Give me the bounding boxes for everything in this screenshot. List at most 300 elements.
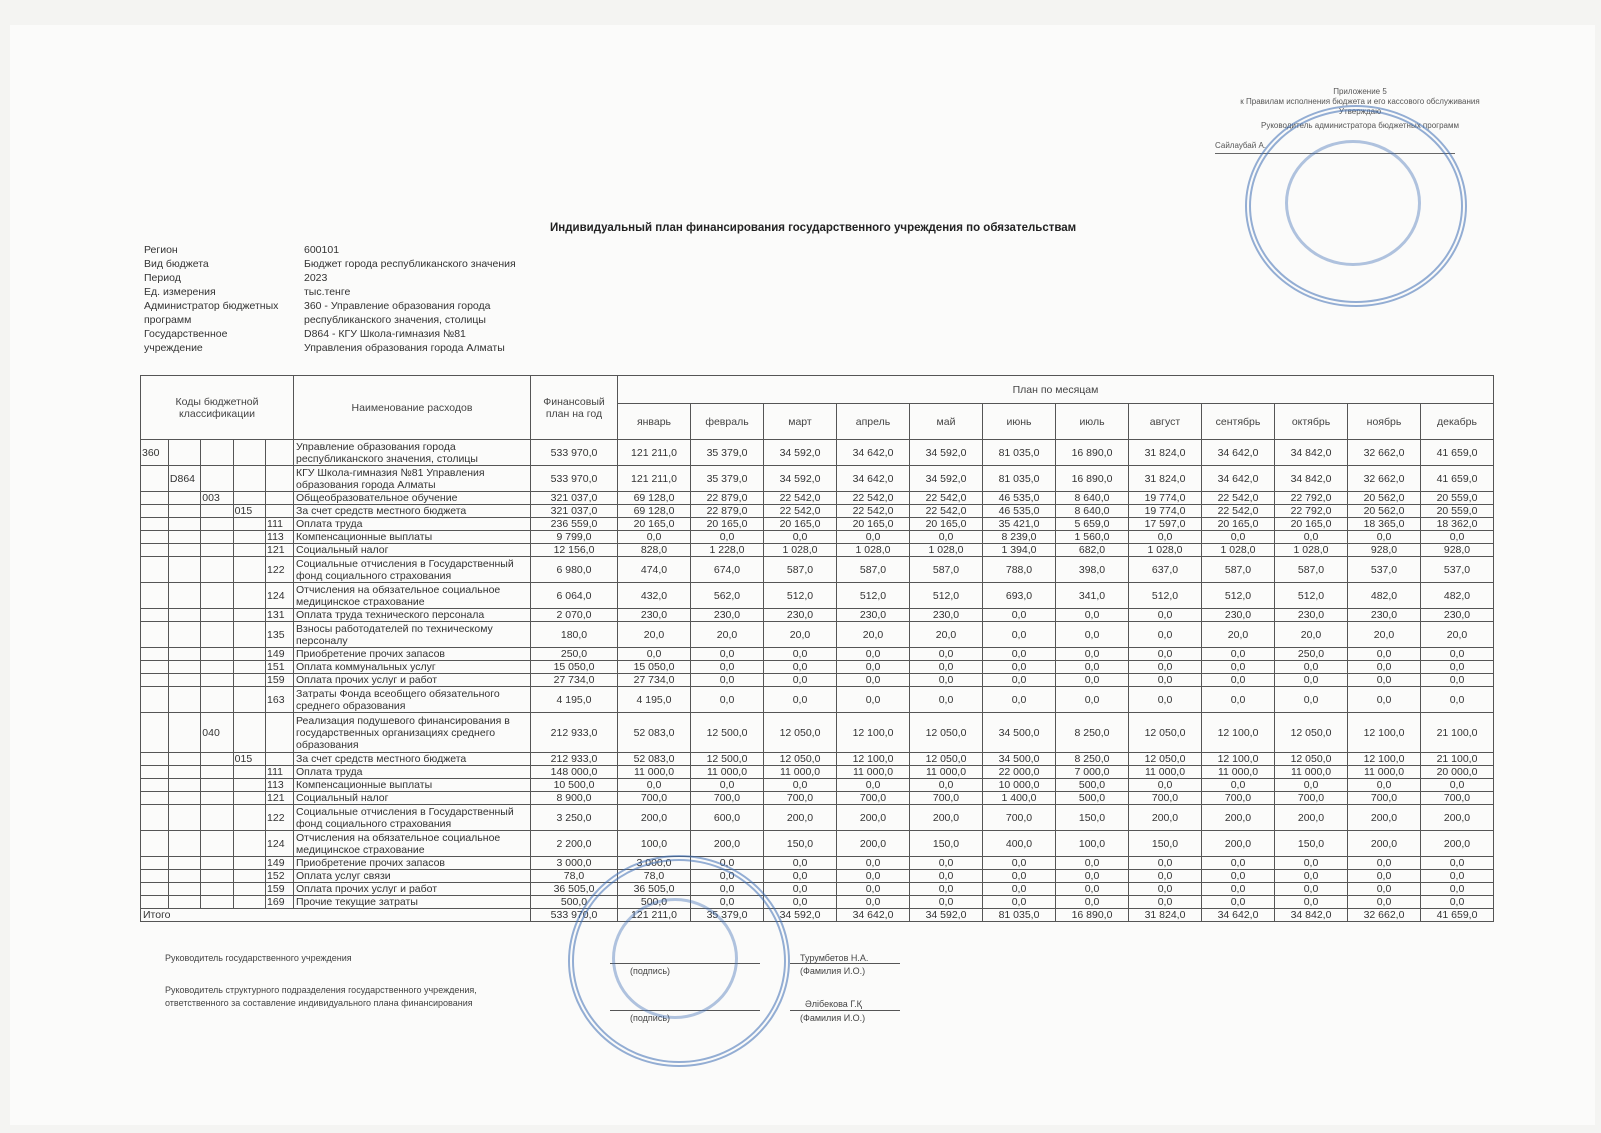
head-signature-caption: (подпись) xyxy=(630,966,671,976)
budget-code-cell xyxy=(168,779,200,792)
appendix-number: Приложение 5 xyxy=(1333,87,1387,96)
month-value: 674,0 xyxy=(691,557,764,583)
annual-plan-value: 250,0 xyxy=(531,648,618,661)
header-by-month: План по месяцам xyxy=(618,376,1494,404)
month-value: 1 028,0 xyxy=(1202,544,1275,557)
header-codes: Коды бюджетной классификации xyxy=(141,376,294,440)
month-value: 398,0 xyxy=(1056,557,1129,583)
month-value: 474,0 xyxy=(618,557,691,583)
month-value: 200,0 xyxy=(618,805,691,831)
month-value: 230,0 xyxy=(764,609,837,622)
month-value: 0,0 xyxy=(837,870,910,883)
budget-code-cell: 149 xyxy=(266,648,294,661)
month-value: 512,0 xyxy=(1275,583,1348,609)
month-value: 700,0 xyxy=(837,792,910,805)
budget-code-cell xyxy=(201,674,233,687)
month-value: 928,0 xyxy=(1421,544,1494,557)
metadata-value: тыс.тенге xyxy=(304,286,351,298)
expense-name: Отчисления на обязательное социальное медицинское страхование xyxy=(294,831,531,857)
annual-plan-value: 2 200,0 xyxy=(531,831,618,857)
budget-code-cell xyxy=(233,896,265,909)
month-value: 0,0 xyxy=(1129,661,1202,674)
metadata-row xyxy=(144,243,544,257)
month-value: 1 028,0 xyxy=(837,544,910,557)
month-value: 0,0 xyxy=(1275,896,1348,909)
month-value: 0,0 xyxy=(1202,531,1275,544)
month-value: 34 592,0 xyxy=(910,440,983,466)
month-value: 20,0 xyxy=(691,622,764,648)
month-value: 20,0 xyxy=(1275,622,1348,648)
total-month-value: 34 642,0 xyxy=(837,909,910,922)
month-value: 32 662,0 xyxy=(1348,466,1421,492)
month-value: 512,0 xyxy=(764,583,837,609)
month-value: 21 100,0 xyxy=(1421,713,1494,753)
metadata-row xyxy=(144,299,544,313)
month-value: 200,0 xyxy=(1129,805,1202,831)
metadata-row xyxy=(144,327,544,341)
budget-code-cell xyxy=(201,883,233,896)
budget-code-cell xyxy=(201,648,233,661)
month-value: 78,0 xyxy=(618,870,691,883)
budget-code-cell: 113 xyxy=(266,779,294,792)
annual-plan-value: 12 156,0 xyxy=(531,544,618,557)
month-value: 8 250,0 xyxy=(1056,713,1129,753)
budget-code-cell xyxy=(266,466,294,492)
table-row xyxy=(141,687,1494,713)
month-value: 0,0 xyxy=(1129,609,1202,622)
month-value: 20 165,0 xyxy=(1275,518,1348,531)
total-month-value: 16 890,0 xyxy=(1056,909,1129,922)
budget-code-cell xyxy=(141,609,169,622)
month-value: 0,0 xyxy=(1129,779,1202,792)
metadata-value: 600101 xyxy=(304,244,340,256)
expense-name: Оплата услуг связи xyxy=(294,870,531,883)
annual-plan-value: 148 000,0 xyxy=(531,766,618,779)
annual-plan-value: 212 933,0 xyxy=(531,753,618,766)
metadata-value: 2023 xyxy=(304,272,328,284)
month-value: 22 000,0 xyxy=(983,766,1056,779)
budget-code-cell xyxy=(141,766,169,779)
budget-code-cell: 113 xyxy=(266,531,294,544)
budget-code-cell xyxy=(168,766,200,779)
month-value: 0,0 xyxy=(1348,883,1421,896)
month-value: 0,0 xyxy=(1348,661,1421,674)
month-value: 0,0 xyxy=(910,857,983,870)
budget-code-cell xyxy=(201,805,233,831)
month-value: 200,0 xyxy=(837,805,910,831)
budget-code-cell: 111 xyxy=(266,766,294,779)
month-value: 22 542,0 xyxy=(764,492,837,505)
month-value: 482,0 xyxy=(1348,583,1421,609)
budget-code-cell xyxy=(201,870,233,883)
table-row xyxy=(141,557,1494,583)
month-value: 0,0 xyxy=(910,661,983,674)
month-value: 432,0 xyxy=(618,583,691,609)
metadata-key: Администратор бюджетных xyxy=(144,300,279,312)
budget-code-cell xyxy=(168,648,200,661)
month-value: 700,0 xyxy=(618,792,691,805)
metadata-key: Регион xyxy=(144,244,178,256)
budget-code-cell xyxy=(201,792,233,805)
month-value: 0,0 xyxy=(910,870,983,883)
header-month: октябрь xyxy=(1275,404,1348,440)
month-value: 0,0 xyxy=(1129,896,1202,909)
month-value: 0,0 xyxy=(837,661,910,674)
budget-code-cell xyxy=(168,857,200,870)
month-value: 34 642,0 xyxy=(1202,440,1275,466)
month-value: 12 100,0 xyxy=(1348,753,1421,766)
table-row xyxy=(141,531,1494,544)
month-value: 0,0 xyxy=(1056,857,1129,870)
month-value: 0,0 xyxy=(1056,661,1129,674)
metadata-row xyxy=(144,313,544,327)
budget-code-cell xyxy=(168,544,200,557)
budget-code-cell xyxy=(201,557,233,583)
month-value: 1 028,0 xyxy=(1129,544,1202,557)
metadata-value: Бюджет города республиканского значения xyxy=(304,258,516,270)
budget-code-cell xyxy=(168,713,200,753)
month-value: 19 774,0 xyxy=(1129,505,1202,518)
month-value: 200,0 xyxy=(1202,805,1275,831)
budget-code-cell xyxy=(141,687,169,713)
month-value: 0,0 xyxy=(691,779,764,792)
month-value: 12 100,0 xyxy=(1202,753,1275,766)
month-value: 0,0 xyxy=(1421,857,1494,870)
table-row xyxy=(141,896,1494,909)
budget-code-cell xyxy=(168,831,200,857)
month-value: 0,0 xyxy=(983,648,1056,661)
annual-plan-value: 6 980,0 xyxy=(531,557,618,583)
budget-code-cell xyxy=(233,779,265,792)
month-value: 34 592,0 xyxy=(764,466,837,492)
month-value: 587,0 xyxy=(764,557,837,583)
budget-code-cell: 040 xyxy=(201,713,233,753)
month-value: 20 165,0 xyxy=(764,518,837,531)
month-value: 0,0 xyxy=(1202,870,1275,883)
month-value: 22 542,0 xyxy=(910,505,983,518)
month-value: 0,0 xyxy=(691,883,764,896)
month-value: 0,0 xyxy=(837,896,910,909)
table-row xyxy=(141,440,1494,466)
month-value: 8 640,0 xyxy=(1056,505,1129,518)
month-value: 0,0 xyxy=(764,870,837,883)
month-value: 1 228,0 xyxy=(691,544,764,557)
budget-code-cell xyxy=(168,531,200,544)
budget-code-cell xyxy=(168,492,200,505)
budget-code-cell xyxy=(141,544,169,557)
month-value: 18 365,0 xyxy=(1348,518,1421,531)
budget-code-cell xyxy=(168,753,200,766)
month-value: 537,0 xyxy=(1421,557,1494,583)
month-value: 0,0 xyxy=(1348,687,1421,713)
budget-code-cell xyxy=(141,753,169,766)
month-value: 200,0 xyxy=(1202,831,1275,857)
month-value: 200,0 xyxy=(691,831,764,857)
month-value: 0,0 xyxy=(983,661,1056,674)
budget-code-cell xyxy=(233,661,265,674)
month-value: 230,0 xyxy=(691,609,764,622)
month-value: 0,0 xyxy=(1129,674,1202,687)
month-value: 121 211,0 xyxy=(618,466,691,492)
annual-plan-value: 27 734,0 xyxy=(531,674,618,687)
month-value: 230,0 xyxy=(1275,609,1348,622)
budget-code-cell xyxy=(201,661,233,674)
month-value: 700,0 xyxy=(983,805,1056,831)
month-value: 0,0 xyxy=(983,622,1056,648)
month-value: 700,0 xyxy=(1202,792,1275,805)
month-value: 34 642,0 xyxy=(837,440,910,466)
month-value: 20,0 xyxy=(910,622,983,648)
month-value: 150,0 xyxy=(1275,831,1348,857)
annual-plan-value: 2 070,0 xyxy=(531,609,618,622)
header-month: июль xyxy=(1056,404,1129,440)
month-value: 700,0 xyxy=(1348,792,1421,805)
month-value: 4 195,0 xyxy=(618,687,691,713)
month-value: 0,0 xyxy=(837,531,910,544)
budget-code-cell: D864 xyxy=(168,466,200,492)
budget-code-cell: 159 xyxy=(266,883,294,896)
expense-name: Социальный налог xyxy=(294,544,531,557)
budget-code-cell xyxy=(201,896,233,909)
month-value: 0,0 xyxy=(1202,857,1275,870)
budget-code-cell xyxy=(141,505,169,518)
budget-code-cell xyxy=(168,792,200,805)
month-value: 12 100,0 xyxy=(837,753,910,766)
official-stamp-top-inner xyxy=(1285,140,1421,266)
struct-label-line-2: ответственного за составление индивидуального плана финансирования xyxy=(165,998,473,1008)
month-value: 1 028,0 xyxy=(1275,544,1348,557)
month-value: 0,0 xyxy=(618,531,691,544)
month-value: 0,0 xyxy=(1275,857,1348,870)
metadata-key: Период xyxy=(144,272,181,284)
month-value: 0,0 xyxy=(1275,661,1348,674)
month-value: 100,0 xyxy=(1056,831,1129,857)
month-value: 637,0 xyxy=(1129,557,1202,583)
month-value: 200,0 xyxy=(1348,805,1421,831)
month-value: 69 128,0 xyxy=(618,492,691,505)
month-value: 17 597,0 xyxy=(1129,518,1202,531)
budget-code-cell xyxy=(233,583,265,609)
month-value: 512,0 xyxy=(910,583,983,609)
month-value: 31 824,0 xyxy=(1129,466,1202,492)
month-value: 500,0 xyxy=(1056,779,1129,792)
month-value: 0,0 xyxy=(1275,883,1348,896)
budget-code-cell xyxy=(168,440,200,466)
month-value: 5 659,0 xyxy=(1056,518,1129,531)
metadata-row xyxy=(144,271,544,285)
budget-code-cell: 151 xyxy=(266,661,294,674)
head-signature-label: Руководитель государственного учреждения xyxy=(165,953,352,963)
budget-code-cell xyxy=(168,661,200,674)
month-value: 230,0 xyxy=(837,609,910,622)
month-value: 230,0 xyxy=(1421,609,1494,622)
table-row xyxy=(141,779,1494,792)
total-month-value: 34 642,0 xyxy=(1202,909,1275,922)
month-value: 34 592,0 xyxy=(764,440,837,466)
expense-name: Оплата труда xyxy=(294,518,531,531)
annual-plan-value: 321 037,0 xyxy=(531,492,618,505)
total-month-value: 34 842,0 xyxy=(1275,909,1348,922)
budget-code-cell xyxy=(233,713,265,753)
total-annual: 533 970,0 xyxy=(531,909,618,922)
budget-code-cell xyxy=(201,831,233,857)
header-month: апрель xyxy=(837,404,910,440)
month-value: 1 028,0 xyxy=(910,544,983,557)
month-value: 0,0 xyxy=(1348,674,1421,687)
total-label: Итого xyxy=(141,909,531,922)
budget-code-cell xyxy=(141,779,169,792)
month-value: 0,0 xyxy=(764,687,837,713)
month-value: 22 792,0 xyxy=(1275,492,1348,505)
month-value: 11 000,0 xyxy=(1202,766,1275,779)
month-value: 0,0 xyxy=(910,896,983,909)
month-value: 20 165,0 xyxy=(910,518,983,531)
month-value: 0,0 xyxy=(837,779,910,792)
month-value: 0,0 xyxy=(1421,687,1494,713)
month-value: 20 000,0 xyxy=(1421,766,1494,779)
month-value: 0,0 xyxy=(983,896,1056,909)
month-value: 482,0 xyxy=(1421,583,1494,609)
approver-name: Сайлаубай А. xyxy=(1215,139,1455,154)
budget-code-cell: 169 xyxy=(266,896,294,909)
month-value: 512,0 xyxy=(837,583,910,609)
month-value: 0,0 xyxy=(1129,622,1202,648)
month-value: 12 500,0 xyxy=(691,753,764,766)
expense-name: Отчисления на обязательное социальное медицинское страхование xyxy=(294,583,531,609)
month-value: 46 535,0 xyxy=(983,492,1056,505)
month-value: 700,0 xyxy=(764,792,837,805)
header-month: ноябрь xyxy=(1348,404,1421,440)
month-value: 0,0 xyxy=(837,648,910,661)
month-value: 500,0 xyxy=(618,896,691,909)
budget-code-cell: 149 xyxy=(266,857,294,870)
month-value: 12 050,0 xyxy=(1275,753,1348,766)
budget-code-cell xyxy=(168,622,200,648)
expense-name: Затраты Фонда всеобщего обязательного среднего образования xyxy=(294,687,531,713)
budget-code-cell xyxy=(233,531,265,544)
expense-name: За счет средств местного бюджета xyxy=(294,753,531,766)
month-value: 0,0 xyxy=(691,661,764,674)
month-value: 11 000,0 xyxy=(910,766,983,779)
month-value: 0,0 xyxy=(1056,609,1129,622)
month-value: 0,0 xyxy=(1421,870,1494,883)
annual-plan-value: 6 064,0 xyxy=(531,583,618,609)
month-value: 20,0 xyxy=(1202,622,1275,648)
annual-plan-value: 10 500,0 xyxy=(531,779,618,792)
header-month: август xyxy=(1129,404,1202,440)
month-value: 150,0 xyxy=(764,831,837,857)
budget-code-cell xyxy=(233,805,265,831)
expense-name: Оплата труда xyxy=(294,766,531,779)
month-value: 0,0 xyxy=(1129,857,1202,870)
budget-code-cell xyxy=(141,518,169,531)
month-value: 0,0 xyxy=(1056,896,1129,909)
expense-name: Реализация подушевого финансирования в государственных организациях среднего образования xyxy=(294,713,531,753)
month-value: 12 050,0 xyxy=(910,713,983,753)
budget-code-cell xyxy=(201,622,233,648)
budget-code-cell: 122 xyxy=(266,805,294,831)
budget-code-cell xyxy=(233,622,265,648)
month-value: 46 535,0 xyxy=(983,505,1056,518)
table-row xyxy=(141,805,1494,831)
approver-title: Руководитель администратора бюджетных программ xyxy=(1261,121,1459,130)
month-value: 0,0 xyxy=(910,779,983,792)
month-value: 230,0 xyxy=(1348,609,1421,622)
month-value: 700,0 xyxy=(910,792,983,805)
month-value: 341,0 xyxy=(1056,583,1129,609)
approval-label: Утверждаю xyxy=(1338,107,1382,116)
month-value: 34 592,0 xyxy=(910,466,983,492)
month-value: 0,0 xyxy=(910,648,983,661)
month-value: 22 542,0 xyxy=(837,505,910,518)
month-value: 20,0 xyxy=(1348,622,1421,648)
month-value: 0,0 xyxy=(1348,531,1421,544)
total-month-value: 31 824,0 xyxy=(1129,909,1202,922)
month-value: 788,0 xyxy=(983,557,1056,583)
budget-code-cell xyxy=(141,648,169,661)
budget-code-cell xyxy=(168,583,200,609)
table-row xyxy=(141,609,1494,622)
budget-code-cell xyxy=(141,713,169,753)
month-value: 22 542,0 xyxy=(1202,492,1275,505)
month-value: 0,0 xyxy=(1129,531,1202,544)
metadata-key: Государственное xyxy=(144,328,228,340)
budget-code-cell xyxy=(168,883,200,896)
month-value: 0,0 xyxy=(1129,687,1202,713)
month-value: 16 890,0 xyxy=(1056,440,1129,466)
budget-code-cell: 163 xyxy=(266,687,294,713)
month-value: 230,0 xyxy=(1202,609,1275,622)
month-value: 0,0 xyxy=(1129,883,1202,896)
month-value: 12 050,0 xyxy=(764,713,837,753)
metadata-key: Ед. измерения xyxy=(144,286,216,298)
expense-name: Оплата труда технического персонала xyxy=(294,609,531,622)
budget-code-cell xyxy=(233,792,265,805)
month-value: 100,0 xyxy=(618,831,691,857)
month-value: 0,0 xyxy=(1056,674,1129,687)
month-value: 537,0 xyxy=(1348,557,1421,583)
total-month-value: 32 662,0 xyxy=(1348,909,1421,922)
month-value: 150,0 xyxy=(910,831,983,857)
metadata-row xyxy=(144,285,544,299)
month-value: 12 100,0 xyxy=(1348,713,1421,753)
header-month: сентябрь xyxy=(1202,404,1275,440)
struct-label-line-1: Руководитель структурного подразделения государственного учреждения, xyxy=(165,985,477,995)
annual-plan-value: 180,0 xyxy=(531,622,618,648)
expense-name: Взносы работодателей по техническому персоналу xyxy=(294,622,531,648)
month-value: 41 659,0 xyxy=(1421,466,1494,492)
budget-code-cell xyxy=(141,831,169,857)
annual-plan-value: 533 970,0 xyxy=(531,440,618,466)
budget-code-cell xyxy=(233,518,265,531)
budget-code-cell xyxy=(233,440,265,466)
budget-code-cell xyxy=(141,792,169,805)
budget-code-cell xyxy=(266,753,294,766)
month-value: 121 211,0 xyxy=(618,440,691,466)
month-value: 0,0 xyxy=(691,531,764,544)
month-value: 20 562,0 xyxy=(1348,505,1421,518)
official-stamp-bottom-inner xyxy=(612,898,738,1019)
month-value: 11 000,0 xyxy=(1348,766,1421,779)
month-value: 0,0 xyxy=(1202,896,1275,909)
budget-code-cell: 159 xyxy=(266,674,294,687)
month-value: 0,0 xyxy=(1202,687,1275,713)
month-value: 0,0 xyxy=(764,648,837,661)
month-value: 200,0 xyxy=(910,805,983,831)
month-value: 34 842,0 xyxy=(1275,466,1348,492)
budget-code-cell xyxy=(266,713,294,753)
budget-code-cell xyxy=(233,883,265,896)
